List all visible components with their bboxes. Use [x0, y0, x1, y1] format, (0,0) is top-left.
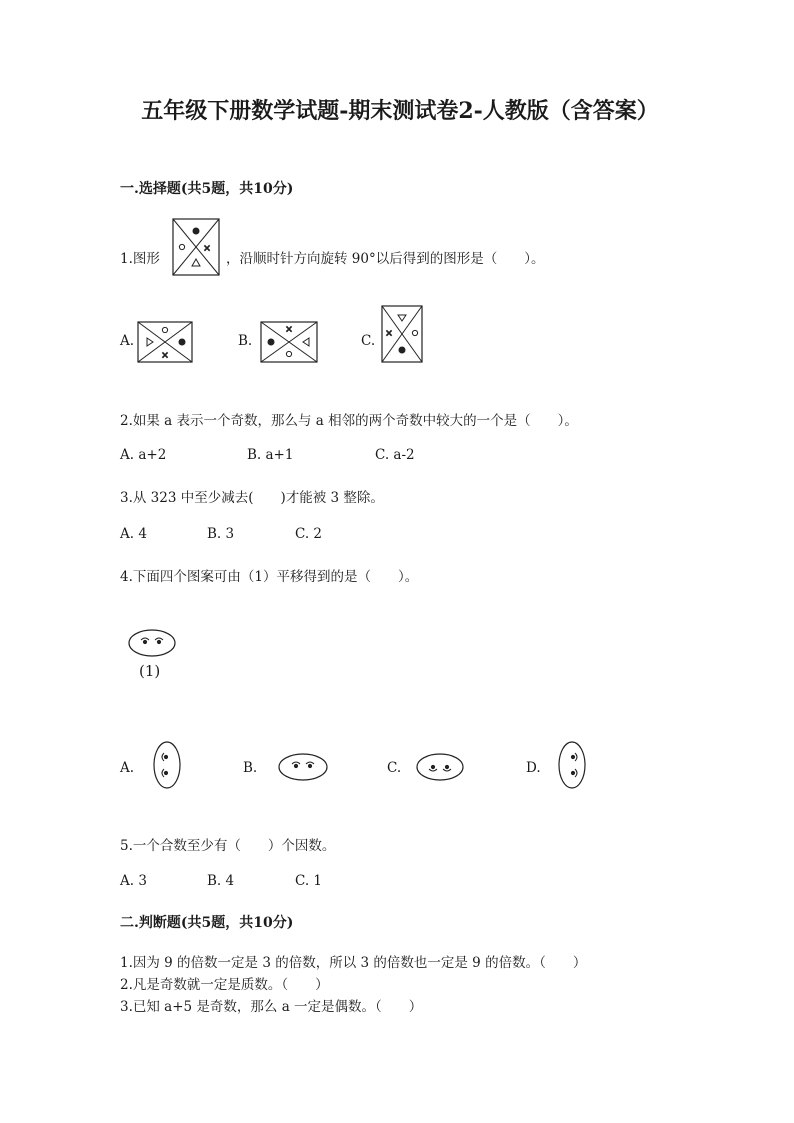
svg-text:×: × [285, 325, 293, 335]
q4-option-a-label[interactable]: A. [120, 760, 135, 776]
q4-figure-original [128, 628, 176, 658]
q2-text: 2.如果 a 表示一个奇数，那么与 a 相邻的两个奇数中较大的一个是（ ）。 [120, 413, 578, 429]
q1-prefix: 1.图形 [120, 251, 160, 267]
q4-option-d-label[interactable]: D. [526, 760, 541, 776]
svg-text:×: × [203, 244, 211, 254]
section-heading-true-false: 二.判断题(共5题，共10分) [120, 915, 294, 931]
svg-text:×: × [161, 351, 169, 361]
q1-option-c-figure[interactable] [381, 305, 423, 363]
q4-option-b-figure[interactable] [278, 752, 328, 782]
q4-option-c-figure[interactable] [416, 752, 464, 782]
q5-text: 5.一个合数至少有（ ）个因数。 [120, 838, 336, 854]
section-heading-choice: 一.选择题(共5题，共10分) [120, 181, 294, 197]
q1-option-b-label[interactable]: B. [238, 333, 253, 349]
q1-option-a-figure[interactable] [137, 321, 193, 363]
tf-item: 3.已知 a+5 是奇数，那么 a 一定是偶数。（ ） [120, 999, 423, 1015]
q3-option-a[interactable]: A. 4 [120, 526, 147, 542]
page-title: 五年级下册数学试题-期末测试卷2-人教版（含答案） [141, 98, 659, 124]
q1-option-b-figure[interactable] [260, 321, 318, 363]
q3-option-c[interactable]: C. 2 [295, 526, 323, 542]
tf-item: 1.因为 9 的倍数一定是 3 的倍数，所以 3 的倍数也一定是 9 的倍数。（ ） [120, 955, 587, 971]
q4-option-a-figure[interactable] [152, 740, 182, 790]
q3-text: 3.从 323 中至少减去( )才能被 3 整除。 [120, 490, 384, 506]
q5-option-c[interactable]: C. 1 [295, 873, 323, 889]
q3-option-b[interactable]: B. 3 [207, 526, 235, 542]
q4-option-c-label[interactable]: C. [387, 760, 402, 776]
tf-item: 2.凡是奇数就一定是质数。（ ） [120, 977, 329, 993]
svg-text:×: × [385, 329, 393, 339]
q4-text: 4.下面四个图案可由（1）平移得到的是（ ）。 [120, 569, 419, 585]
q4-figure-label: (1) [139, 662, 161, 680]
q5-option-b[interactable]: B. 4 [207, 873, 235, 889]
q4-option-d-figure[interactable] [557, 740, 587, 790]
q1-figure-original [172, 218, 220, 276]
q5-option-a[interactable]: A. 3 [120, 873, 147, 889]
q1-option-a-label[interactable]: A. [120, 333, 135, 349]
q4-option-b-label[interactable]: B. [243, 760, 258, 776]
q2-option-c[interactable]: C. a-2 [375, 447, 415, 463]
q1-suffix: ，沿顺时针方向旋转 90°以后得到的图形是（ ）。 [226, 251, 545, 267]
q2-option-b[interactable]: B. a+1 [247, 447, 294, 463]
q1-option-c-label[interactable]: C. [361, 333, 376, 349]
q2-option-a[interactable]: A. a+2 [120, 447, 167, 463]
